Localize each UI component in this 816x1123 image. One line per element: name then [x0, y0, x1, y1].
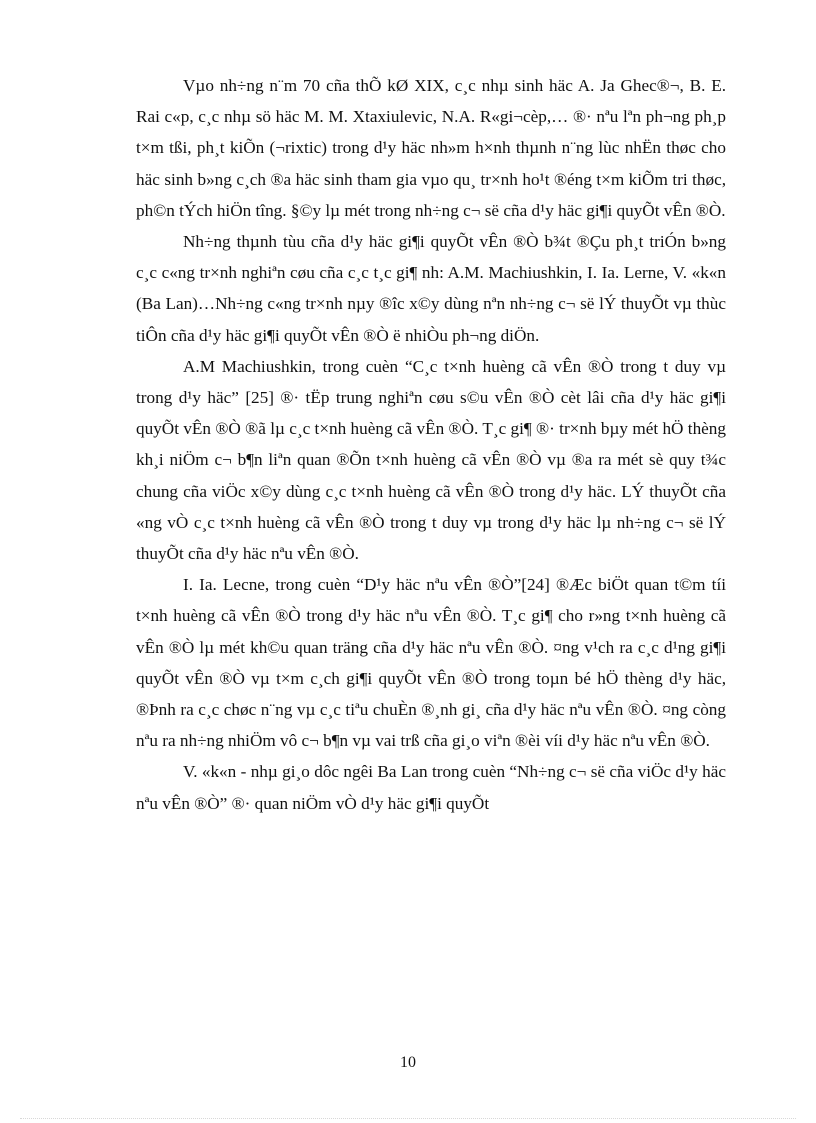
body-text: [136, 70, 726, 819]
page-number: 10: [400, 1054, 416, 1071]
paragraph-2: Nh÷ng thµnh tùu cña d¹y häc gi¶i quyÕt vÊn ®Ò b¾t ®Çu ph¸t triÓn b»ng c¸c c«ng tr×nh nghiªn cøu cña c¸c t¸c gi¶ nh: A.M. Machiushkin, I. Ia. Lerne, V. «k«n (Ba Lan)…Nh÷ng c«ng tr×nh nµy ®îc x©y dùng nªn nh÷ng c¬ së lÝ thuyÕt vµ thùc tiÔn cña d¹y häc gi¶i quyÕt vÊn ®Ò ë nhiÒu ph¬ng diÖn.: [136, 232, 726, 345]
paragraph-1: Vµo nh÷ng n¨m 70 cña thÕ kØ XIX, c¸c nhµ sinh häc A. Ja Ghec®¬, B. E. Rai c«p, c¸c nhµ sö häc M. M. Xtaxiulevic, N.A. R«gi¬cèp,… ®· nªu lªn ph¬ng ph¸p t×m tßi, ph¸t kiÕn (¬rixtic) trong d¹y häc nh»m h×nh thµnh n¨ng lùc nhËn thøc cho häc sinh b»ng c¸ch ®a häc sinh tham gia vµo qu¸ tr×nh ho¹t ®éng t×m kiÕm tri thøc, ph©n tÝch hiÖn tîng. §©y lµ mét trong nh÷ng c¬ së cña d¹y häc gi¶i quyÕt vÊn ®Ò.: [136, 76, 726, 220]
page-bottom-divider: [20, 1118, 796, 1119]
paragraph-5: V. «k«n - nhµ gi¸o dôc ngêi Ba Lan trong cuèn “Nh÷ng c¬ së cña viÖc d¹y häc nªu vÊn ®Ò” ®· quan niÖm vÒ d¹y häc gi¶i quyÕt: [136, 762, 726, 813]
paragraph-4: I. Ia. Lecne, trong cuèn “D¹y häc nªu vÊn ®Ò”[24] ®Æc biÖt quan t©m tíi t×nh huèng cã vÊn ®Ò trong d¹y häc nªu vÊn ®Ò. T¸c gi¶ cho r»ng t×nh huèng cã vÊn ®Ò lµ mét kh©u quan träng cña d¹y häc nªu vÊn ®Ò. ¤ng v¹ch ra c¸c d¹ng gi¶i quyÕt vÊn ®Ò vµ t×m c¸ch gi¶i quyÕt vÊn ®Ò trong toµn bé hÖ thèng d¹y häc, ®Þnh ra c¸c chøc n¨ng vµ c¸c tiªu chuÈn ®¸nh gi¸ cña d¹y häc nªu vÊn ®Ò. ¤ng còng nªu ra nh÷ng nhiÖm vô c¬ b¶n vµ vai trß cña gi¸o viªn ®èi víi d¹y häc nªu vÊn ®Ò.: [136, 575, 726, 751]
paragraph-3: A.M Machiushkin, trong cuèn “C¸c t×nh huèng cã vÊn ®Ò trong t duy vµ trong d¹y häc” [25] ®· tËp trung nghiªn cøu s©u vÊn ®Ò cèt lâi cña d¹y häc gi¶i quyÕt vÊn ®Ò ®ã lµ c¸c t×nh huèng cã vÊn ®Ò. T¸c gi¶ ®· tr×nh bµy mét hÖ thèng kh¸i niÖm c¬ b¶n liªn quan ®Õn t×nh huèng cã vÊn ®Ò vµ ®a ra mét sè quy t¾c chung cña viÖc x©y dùng c¸c t×nh huèng cã vÊn ®Ò trong d¹y häc. LÝ thuyÕt cña «ng vÒ c¸c t×nh huèng cã vÊn ®Ò trong t duy vµ trong d¹y häc lµ nh÷ng c¬ së lÝ thuyÕt cña d¹y häc nªu vÊn ®Ò.: [136, 356, 726, 564]
